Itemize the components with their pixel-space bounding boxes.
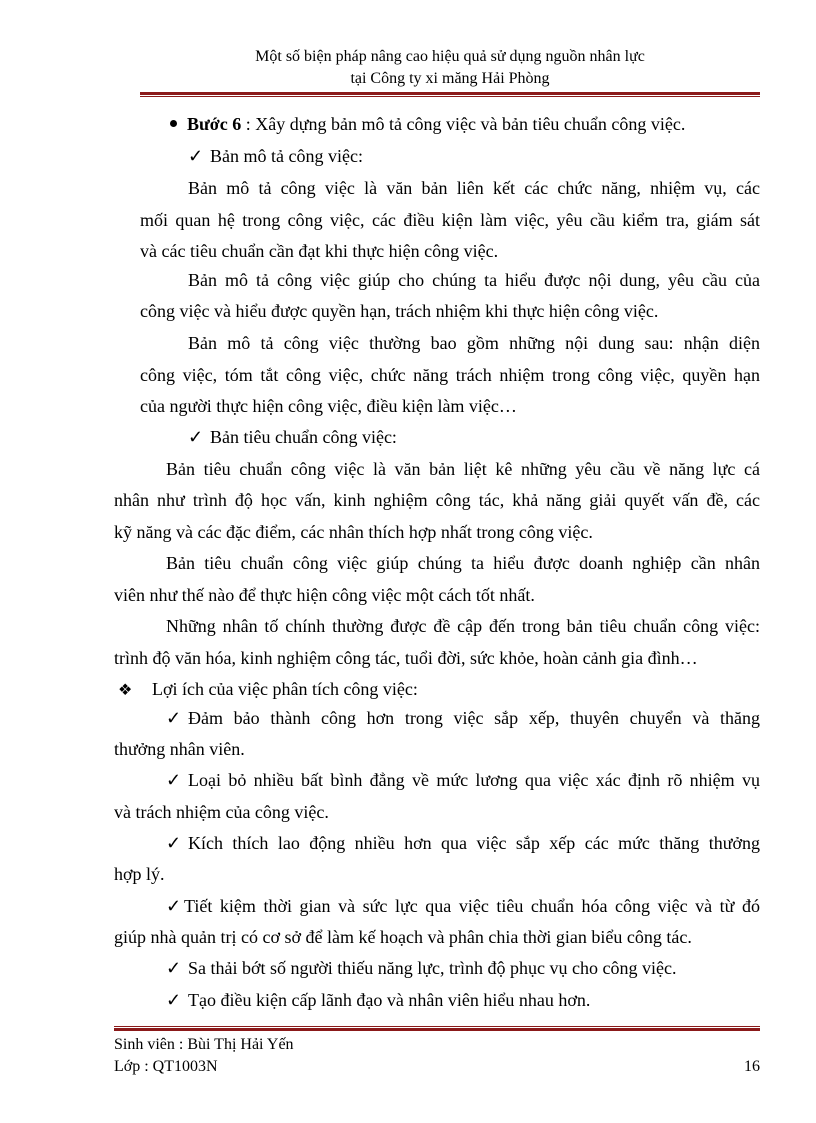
page-number: 16 <box>744 1058 760 1075</box>
check-icon: ✓ <box>188 146 204 166</box>
page-footer <box>114 1034 760 1078</box>
paragraph-line: Những nhân tố chính thường được đề cập đến trong bản tiêu chuẩn công việc: <box>166 616 760 636</box>
paragraph-line: nhân như trình độ học vấn, kinh nghiệm công tác, khả năng giải quyết vấn đề, các <box>114 490 760 510</box>
paragraph-line: mối quan hệ trong công việc, các điều kiện làm việc, yêu cầu kiểm tra, giám sát <box>140 210 760 230</box>
benefit-item: ✓ Sa thải bớt số người thiếu năng lực, trình độ phục vụ cho công việc. <box>166 958 677 978</box>
benefit-item: ✓ Kích thích lao động nhiều hơn qua việc sắp xếp các mức thăng thưởng <box>166 833 760 853</box>
page-header <box>140 46 760 90</box>
step-6-heading <box>170 112 685 136</box>
paragraph-line: viên như thế nào để thực hiện công việc một cách tốt nhất. <box>114 585 535 605</box>
paragraph-line: trình độ văn hóa, kinh nghiệm công tác, tuổi đời, sức khỏe, hoàn cảnh gia đình… <box>114 648 698 668</box>
header-line-1: Một số biện pháp nâng cao hiệu quả sử dụng nguồn nhân lực <box>255 48 645 65</box>
paragraph-line: của người thực hiện công việc, điều kiện làm việc… <box>140 396 517 416</box>
footer-divider <box>114 1026 760 1031</box>
paragraph-line: Bản tiêu chuẩn công việc giúp chúng ta hiểu được doanh nghiệp cần nhân <box>166 553 760 573</box>
check-icon: ✓ <box>166 958 182 978</box>
benefit-item: ✓ Tiết kiệm thời gian và sức lực qua việc tiêu chuẩn hóa công việc và từ đó <box>166 896 760 916</box>
paragraph-line: Bản mô tả công việc là văn bản liên kết các chức năng, nhiệm vụ, các <box>188 178 760 198</box>
check-icon: ✓ <box>166 990 182 1010</box>
benefits-heading: ❖ Lợi ích của việc phân tích công việc: <box>118 677 418 703</box>
header-divider <box>140 92 760 97</box>
footer-student: Sinh viên : Bùi Thị Hải Yến <box>114 1036 294 1053</box>
footer-class: Lớp : QT1003N <box>114 1058 218 1075</box>
paragraph-line: hợp lý. <box>114 864 165 884</box>
benefit-item: ✓ Đảm bảo thành công hơn trong việc sắp xếp, thuyên chuyển và thăng <box>166 708 760 728</box>
paragraph-line: Bản mô tả công việc thường bao gồm những nội dung sau: nhận diện <box>188 333 760 353</box>
header-line-2: tại Công ty xi măng Hải Phòng <box>350 70 550 87</box>
paragraph-line: giúp nhà quản trị có cơ sở để làm kế hoạch và phân chia thời gian biểu công tác. <box>114 927 692 947</box>
benefit-item: ✓ Tạo điều kiện cấp lãnh đạo và nhân viên hiểu nhau hơn. <box>166 990 591 1010</box>
paragraph-line: kỹ năng và các đặc điểm, các nhân thích hợp nhất trong công việc. <box>114 522 593 542</box>
paragraph-line: thưởng nhân viên. <box>114 739 245 759</box>
check-icon: ✓ <box>166 770 182 790</box>
check-icon: ✓ <box>188 427 204 447</box>
benefit-item: ✓ Loại bỏ nhiều bất bình đẳng về mức lương qua việc xác định rõ nhiệm vụ <box>166 770 760 790</box>
paragraph-line: và trách nhiệm của công việc. <box>114 802 329 822</box>
paragraph-line: Bản tiêu chuẩn công việc là văn bản liệt kê những yêu cầu về năng lực cá <box>166 459 760 479</box>
check-icon: ✓ <box>166 896 182 916</box>
check-icon: ✓ <box>166 833 182 853</box>
check-icon: ✓ <box>166 708 182 728</box>
diamond-icon: ❖ <box>118 682 133 699</box>
paragraph-line: công việc, tóm tắt công việc, chức năng trách nhiệm trong công việc, quyền hạn <box>140 365 760 385</box>
bullet-icon <box>170 120 177 127</box>
step-text: : Xây dựng bản mô tả công việc và bản tiêu chuẩn công việc. <box>241 114 686 134</box>
step-label: Bước 6 <box>187 114 242 134</box>
paragraph-line: và các tiêu chuẩn cần đạt khi thực hiện công việc. <box>140 241 499 261</box>
paragraph-line: Bản mô tả công việc giúp cho chúng ta hiểu được nội dung, yêu cầu của <box>188 270 760 290</box>
subheading-job-description: ✓ Bản mô tả công việc: <box>188 146 363 166</box>
subheading-job-standard: ✓ Bản tiêu chuẩn công việc: <box>188 427 397 447</box>
paragraph-line: công việc và hiểu được quyền hạn, trách nhiệm khi thực hiện công việc. <box>140 301 659 321</box>
